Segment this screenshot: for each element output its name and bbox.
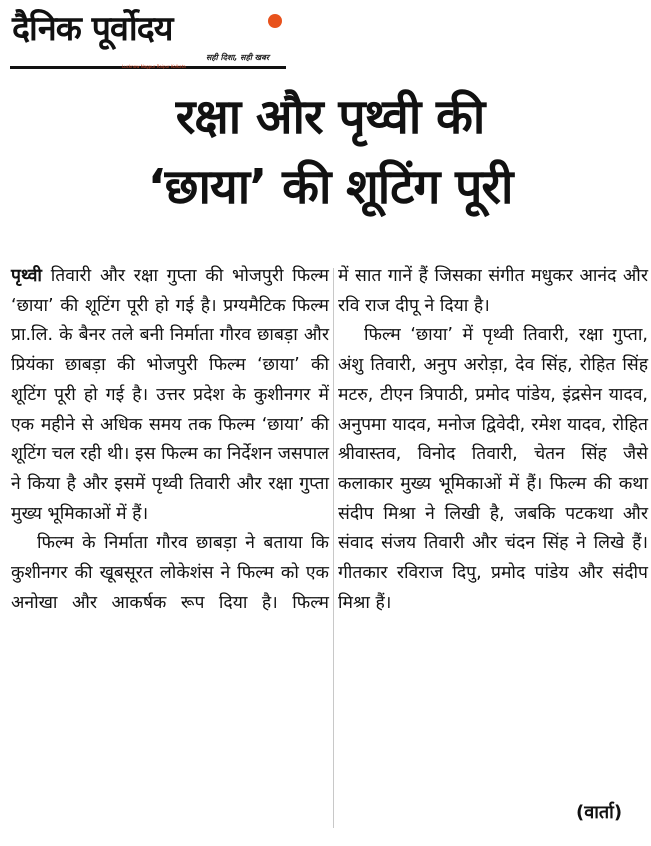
masthead-small-print: Lucknow Nagpur Raipur Kolkata — [122, 64, 186, 69]
article-paragraph-1 — [11, 262, 329, 529]
article-paragraph-2: फिल्म के निर्माता गौरव छाबड़ा ने बताया कि कुशीनगर की खूबसूरत लोकेशंस ने फिल्म को एक अनोखा और आकर्षक रूप दिया है। फिल्म — [11, 533, 329, 613]
masthead — [10, 6, 300, 72]
agency-credit: (वार्ता) — [576, 802, 623, 823]
newspaper-logo: दैनिक पूर्वोदय — [12, 9, 173, 49]
column-divider — [333, 268, 334, 828]
paragraph-1-text: तिवारी और रक्षा गुप्ता की भोजपुरी फिल्म ‘छाया’ की शूटिंग पूरी हो गई है। प्रग्यमैटिक फिल्म प्रा.लि. के बैनर तले बनी निर्माता गौरव छाबड़ा और प्रियंका छाबड़ा की भोजपुरी फिल्म ‘छाया’ की शूटिंग पूरी हो गई है। उत्तर प्रदेश के कुशीनगर में एक महीने से अधिक समय तक फिल्म ‘छाया’ की शूटिंग चल रही थी। इस फिल्म का निर्देशन जसपाल ने किया है और इसमें पृथ्वी तिवारी और रक्षा गुप्ता मुख्य भूमिकाओं में हैं। — [11, 266, 329, 524]
article-column-left — [11, 262, 329, 618]
masthead-tagline: सही दिशा, सही खबर — [206, 53, 270, 62]
headline-line-1: रक्षा और पृथ्वी की — [175, 89, 485, 145]
article-paragraph-3: फिल्म ‘छाया’ में पृथ्वी तिवारी, रक्षा गुप्ता, अंशु तिवारी, अनुप अरोड़ा, देव सिंह, रोहित सिंह मटरु, टीएन त्रिपाठी, प्रमोद पांडेय, इंद्रसेन यादव, अनुपमा यादव, मनोज द्विवेदी, रमेश यादव, रोहित श्रीवास्तव, विनोद तिवारी, चेतन सिंह जैसे कलाकार मुख्य भूमिकाओं में हैं। फिल्म की कथा संदीप मिश्रा ने लिखी है, जबकि पटकथा और संवाद संजय तिवारी और चंदन सिंह ने लिखे हैं। गीतकार रविराज दिपु, प्रमोद पांडेय और संदीप मिश्रा हैं। — [338, 325, 648, 613]
headline-line-2: ‘छाया’ की शूटिंग पूरी — [147, 159, 513, 215]
logo-dot-icon — [268, 14, 282, 28]
lead-word: पृथ्वी — [11, 266, 42, 286]
headline — [20, 82, 640, 222]
article-column-right — [338, 262, 648, 618]
article-paragraph-2-continued: में सात गानें हैं जिसका संगीत मधुकर आनंद और रवि राज दीपू ने दिया है। — [338, 266, 648, 316]
